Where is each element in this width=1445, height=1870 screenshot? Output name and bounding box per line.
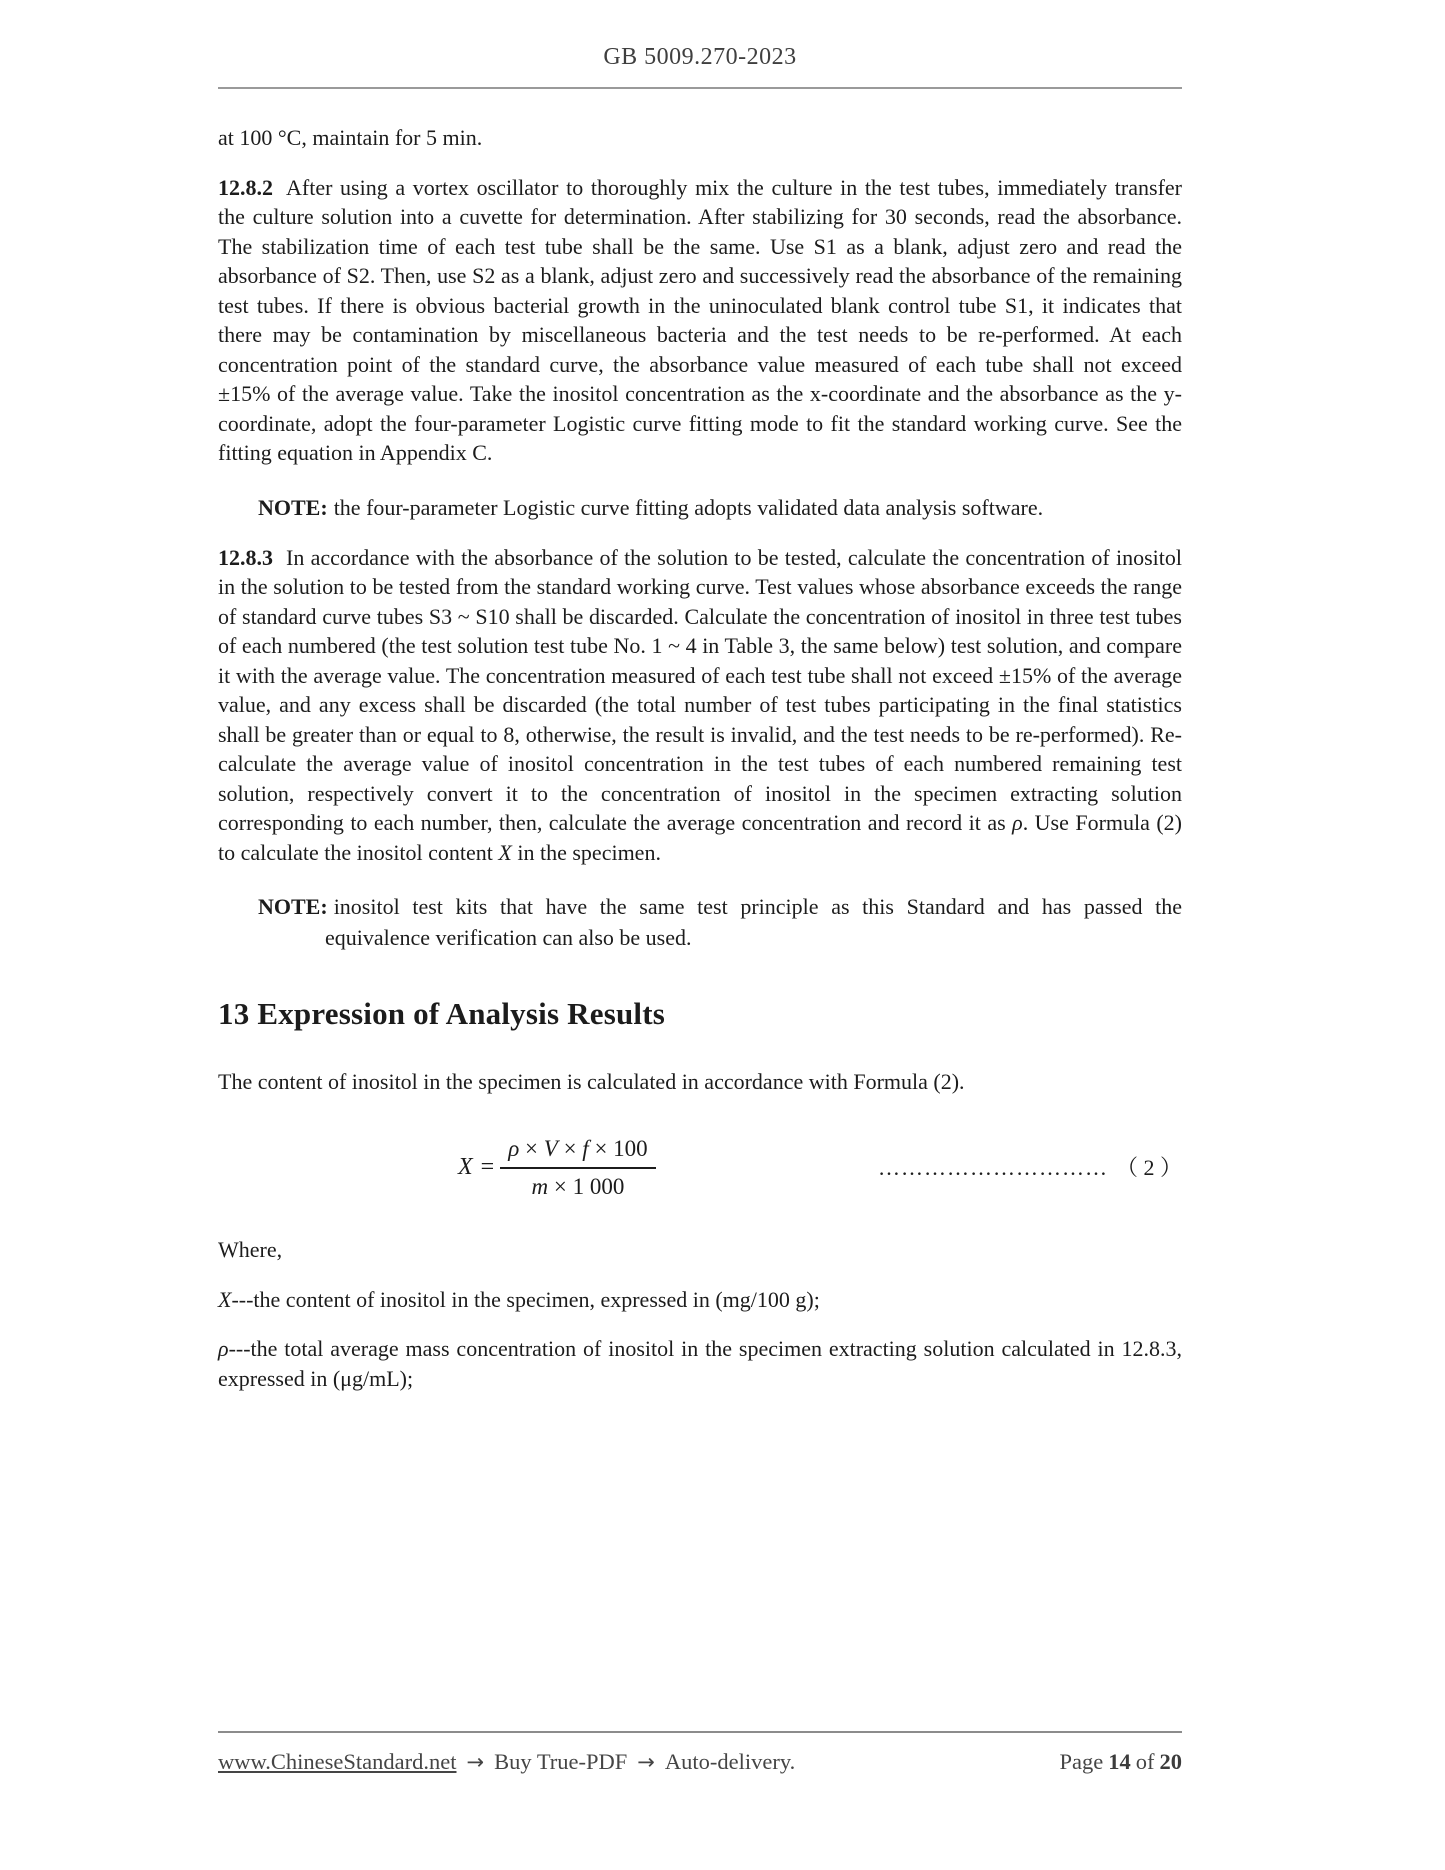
note-1-paragraph: [258, 492, 1182, 523]
buy-step-text: Buy True-PDF: [494, 1749, 628, 1774]
definition-x: [218, 1285, 1182, 1315]
clause-text: After using a vortex oscillator to thoroughly mix the culture in the test tubes, immediately transfer the culture solution into a cuvette for determination. After stabilizing for 30 seconds, read the absorbance. The stabilization time of each test tube shall be the same. Use S1 as a blank, adjust zero and read the absorbance of S2. Then, use S2 as a blank, adjust zero and successively read the absorbance of the remaining test tubes. If there is obvious bacterial growth in the uninoculated blank control tube S1, it indicates that there may be contamination by miscellaneous bacteria and the test needs to be re-performed. At each concentration point of the standard curve, the absorbance value measured of each tube shall not exceed ±15% of the average value. Take the inositol concentration as the x-coordinate and the absorbance as the y-coordinate, adopt the four-parameter Logistic curve fitting mode to fit the standard working curve. See the fitting equation in Appendix C.: [218, 174, 1182, 465]
definition-text: ---the total average mass concentration of inositol in the specimen extracting solution calculated in 12.8.3, expressed in (μg/mL);: [218, 1336, 1182, 1391]
fraction: [500, 1134, 655, 1201]
note-label: NOTE:: [258, 494, 328, 520]
clause-12-8-2-paragraph: [218, 173, 1182, 468]
continuation-text: at 100 °C, maintain for 5 min.: [218, 125, 483, 150]
definition-text: ---the content of inositol in the specimen, expressed in (mg/100 g);: [231, 1286, 820, 1312]
equation-number: （ 2 ）: [1115, 1154, 1182, 1180]
of-word: of: [1135, 1749, 1155, 1774]
constant-100: 100: [613, 1136, 648, 1161]
constant-1000: × 1 000: [548, 1173, 625, 1199]
page-header: [218, 0, 1182, 89]
x-symbol: X: [498, 839, 512, 865]
footer-promo: [218, 1749, 795, 1775]
equals-sign: =: [480, 1153, 495, 1180]
times-sign: ×: [519, 1136, 544, 1161]
rho-symbol: ρ: [1012, 810, 1023, 835]
page-total: 20: [1159, 1749, 1182, 1774]
page-body: [218, 89, 1182, 1393]
f-symbol: f: [582, 1136, 589, 1161]
note-2-paragraph: [258, 891, 1182, 953]
delivery-step-text: Auto-delivery.: [664, 1749, 796, 1774]
rho-symbol: ρ: [508, 1136, 520, 1161]
note-text: inositol test kits that have the same test principle as this Standard and has passed the equivalence verification can also be used.: [325, 894, 1182, 950]
section-13-intro-paragraph: The content of inositol in the specimen is calculated in accordance with Formula (2).: [218, 1068, 965, 1094]
formula-lhs: X: [458, 1153, 473, 1180]
right-arrow-icon: →: [637, 1750, 655, 1774]
footer-row: [218, 1749, 1182, 1775]
footer-divider: [218, 1731, 1182, 1733]
website-link[interactable]: www.ChineseStandard.net: [218, 1749, 457, 1774]
page-word: Page: [1059, 1749, 1104, 1774]
section-13-heading: 13 Expression of Analysis Results: [218, 996, 666, 1031]
x-symbol: X: [218, 1286, 232, 1312]
note-label: NOTE:: [258, 894, 328, 919]
clause-number: 12.8.3: [218, 544, 273, 570]
fraction-numerator: [500, 1134, 655, 1169]
times-sign: ×: [557, 1136, 583, 1161]
definition-rho: [218, 1334, 1182, 1393]
clause-text: . Use Formula (2) to calculate the inositol content: [218, 810, 1182, 865]
right-arrow-icon: →: [466, 1750, 485, 1774]
formula-expression: [458, 1134, 656, 1201]
note-text: the four-parameter Logistic curve fitting adopts validated data analysis software.: [333, 494, 1044, 520]
clause-text: In accordance with the absorbance of the solution to be tested, calculate the concentration of inositol in the solution to be tested from the standard working curve. Test values whose absorbance exceeds the range of standard curve tubes S3 ~ S10 shall be discarded. Calculate the concentration of inositol in three test tubes of each numbered (the test solution test tube No. 1 ~ 4 in Table 3, the same below) test solution, and compare it with the average value. The concentration measured of each test tube shall not exceed ±15% of the average value, and any excess shall be discarded (the total number of test tubes participating in the final statistics shall be greater than or equal to 8, otherwise, the result is invalid, and the test needs to be re-performed). Re-calculate the average value of inositol concentration in the test tubes of each numbered remaining test solution, respectively convert it to the concentration of inositol in the specimen extracting solution corresponding to each number, then, calculate the average concentration and record it as: [218, 544, 1182, 835]
m-symbol: m: [531, 1173, 549, 1199]
where-label: Where,: [218, 1237, 283, 1262]
dot-leader: …………………………: [877, 1154, 1108, 1180]
standard-number: GB 5009.270-2023: [603, 44, 797, 70]
rho-symbol: ρ: [218, 1336, 229, 1361]
clause-number: 12.8.2: [218, 174, 273, 200]
clause-12-8-3-paragraph: [218, 543, 1182, 868]
continuation-paragraph: [218, 123, 1182, 153]
formula-2-block: [218, 1134, 1182, 1201]
page-indicator: [1055, 1749, 1183, 1775]
v-symbol: V: [543, 1136, 558, 1161]
page-footer: [218, 1731, 1182, 1775]
clause-text: in the specimen.: [511, 839, 661, 865]
page-number: 14: [1108, 1749, 1131, 1774]
times-sign: ×: [588, 1136, 614, 1161]
fraction-denominator: [500, 1169, 655, 1202]
